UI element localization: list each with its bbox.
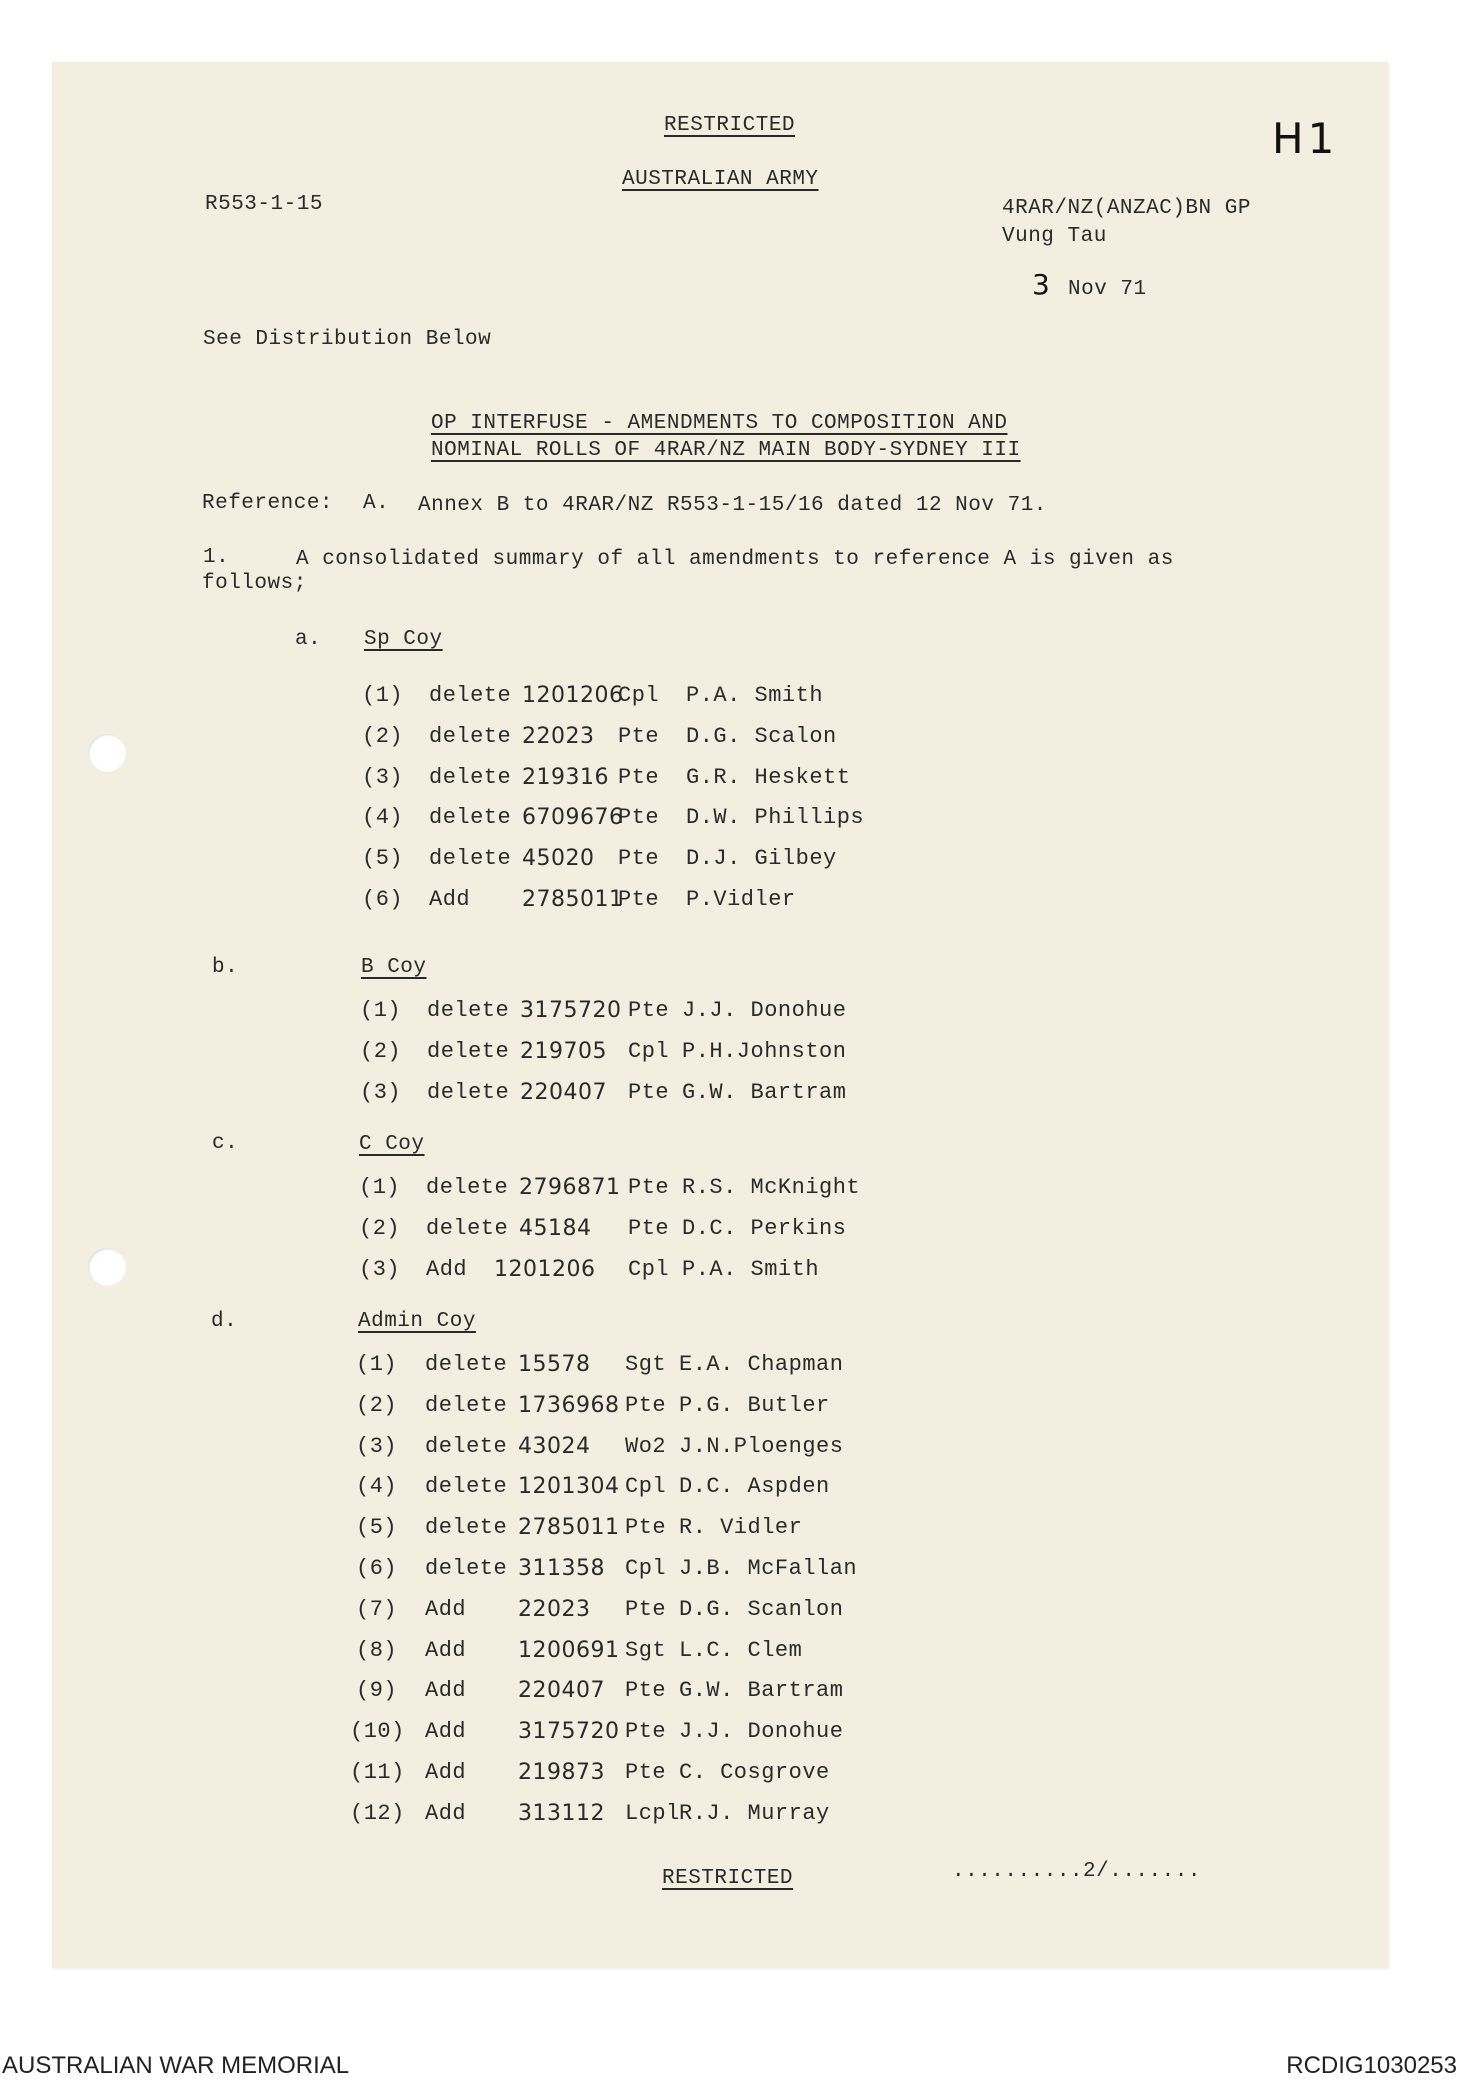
entry-rank: Pte [628,1080,670,1105]
entry-index: (4) [362,805,404,830]
entry-action: Add [425,1638,467,1663]
entry-index: (9) [356,1678,398,1703]
entry-rank: Pte [625,1678,667,1703]
section-title: Admin Coy [358,1310,476,1333]
entry-name: J.J. Donohue [682,998,847,1023]
entry-service-number: 43024 [518,1434,591,1459]
entry-rank: Pte [625,1515,667,1540]
entry-rank: Cpl [625,1474,667,1499]
entry-service-number: 1736968 [518,1393,620,1418]
entry-name: G.R. Heskett [686,765,851,790]
entry-rank: Pte [618,724,660,749]
entry-service-number: 1201304 [518,1474,620,1499]
entry-name: C. Cosgrove [679,1760,830,1785]
entry-name: R.S. McKnight [682,1175,861,1200]
entry-rank: Lcpl [625,1801,680,1826]
reference-label: Reference: [202,492,334,515]
subject-line-1: OP INTERFUSE - AMENDMENTS TO COMPOSITION AND [431,412,1008,435]
entry-rank: Cpl [618,683,660,708]
entry-rank: Cpl [625,1556,667,1581]
list-item [359,1175,919,1205]
entry-action: delete [425,1434,508,1459]
entry-index: (6) [356,1556,398,1581]
entry-rank: Pte [618,846,660,871]
list-item [362,887,922,917]
section-letter: d. [211,1310,238,1333]
section-title: C Coy [359,1133,425,1156]
entry-name: P.A. Smith [682,1257,820,1282]
entry-index: (3) [360,1080,402,1105]
entry-service-number: 45184 [519,1216,592,1241]
entry-service-number: 45020 [522,846,595,871]
entry-action: delete [427,1080,510,1105]
entry-index: (2) [362,724,404,749]
entry-action: delete [429,846,512,871]
entry-service-number: 220407 [518,1678,605,1703]
list-item [356,1638,916,1668]
entry-name: P.Vidler [686,887,796,912]
list-item [362,846,922,876]
entry-rank: Pte [618,805,660,830]
entry-service-number: 1201206 [494,1257,596,1282]
entry-name: D.W. Phillips [686,805,865,830]
list-item [362,683,922,713]
entry-name: R. Vidler [679,1515,803,1540]
location: Vung Tau [1002,225,1107,248]
entry-service-number: 2785011 [518,1515,620,1540]
entry-rank: Pte [625,1719,667,1744]
org-title: AUSTRALIAN ARMY [622,168,819,191]
punch-hole-top [88,734,126,772]
entry-name: D.J. Gilbey [686,846,837,871]
entry-action: delete [425,1556,508,1581]
entry-rank: Cpl [628,1257,670,1282]
entry-action: Add [425,1719,467,1744]
entry-name: L.C. Clem [679,1638,803,1663]
entry-service-number: 1201206 [522,683,624,708]
archive-id: RCDIG1030253 [1286,2052,1457,2079]
reference-text: Annex B to 4RAR/NZ R553-1-15/16 dated 12 Nov 71. [418,494,1047,517]
entry-action: Add [429,887,471,912]
entry-service-number: 15578 [518,1352,591,1377]
entry-name: D.G. Scanlon [679,1597,844,1622]
list-item [350,1760,916,1790]
entry-service-number: 311358 [518,1556,605,1581]
entry-rank: Sgt [625,1638,667,1663]
entry-name: D.G. Scalon [686,724,837,749]
entry-index: (4) [356,1474,398,1499]
entry-name: P.A. Smith [686,683,824,708]
entry-action: delete [427,998,510,1023]
entry-action: delete [425,1393,508,1418]
list-item [360,998,920,1028]
section-letter: b. [212,956,239,979]
entry-service-number: 3175720 [518,1719,620,1744]
entry-action: delete [429,683,512,708]
entry-service-number: 2785011 [522,887,624,912]
entry-index: (12) [350,1801,405,1826]
entry-rank: Pte [618,887,660,912]
entry-rank: Pte [625,1597,667,1622]
section-letter: c. [212,1132,239,1155]
entry-rank: Pte [628,1175,670,1200]
list-item [360,1039,920,1069]
continuation-marker: ..........2/....... [952,1860,1201,1883]
list-item [362,724,922,754]
entry-index: (3) [362,765,404,790]
entry-rank: Pte [628,998,670,1023]
list-item [356,1352,916,1382]
entry-service-number: 22023 [518,1597,591,1622]
list-item [359,1216,919,1246]
entry-name: J.N.Ploenges [679,1434,844,1459]
entry-service-number: 219873 [518,1760,605,1785]
list-item [356,1515,916,1545]
entry-name: D.C. Aspden [679,1474,830,1499]
entry-index: (1) [362,683,404,708]
entry-index: (11) [350,1760,405,1785]
entry-index: (3) [359,1257,401,1282]
entry-service-number: 6709676 [522,805,624,830]
section-title: Sp Coy [364,628,443,651]
entry-index: (10) [350,1719,405,1744]
entry-service-number: 220407 [520,1080,607,1105]
entry-action: delete [429,724,512,749]
list-item [359,1257,919,1287]
entry-name: J.B. McFallan [679,1556,858,1581]
list-item [356,1556,916,1586]
para-line-2: follows; [202,572,307,595]
entry-index: (3) [356,1434,398,1459]
entry-name: J.J. Donohue [679,1719,844,1744]
list-item [356,1678,916,1708]
list-item [350,1801,916,1831]
entry-index: (1) [356,1352,398,1377]
entry-action: Add [425,1597,467,1622]
entry-service-number: 2796871 [519,1175,621,1200]
entry-name: E.A. Chapman [679,1352,844,1377]
entry-action: Add [425,1678,467,1703]
entry-name: G.W. Bartram [682,1080,847,1105]
entry-name: P.H.Johnston [682,1039,847,1064]
entry-action: Add [425,1801,467,1826]
entry-rank: Pte [625,1760,667,1785]
entry-service-number: 219316 [522,765,609,790]
entry-name: D.C. Perkins [682,1216,847,1241]
entry-name: R.J. Murray [679,1801,830,1826]
entry-index: (2) [360,1039,402,1064]
file-reference: R553-1-15 [205,193,323,216]
entry-service-number: 3175720 [520,998,622,1023]
entry-index: (8) [356,1638,398,1663]
entry-service-number: 219705 [520,1039,607,1064]
list-item [356,1434,916,1464]
entry-rank: Sgt [625,1352,667,1377]
list-item [362,805,922,835]
entry-action: delete [426,1175,509,1200]
subject-line-2: NOMINAL ROLLS OF 4RAR/NZ MAIN BODY-SYDNEY III [431,439,1021,462]
entry-action: Add [425,1760,467,1785]
classification-top: RESTRICTED [664,114,796,137]
distribution: See Distribution Below [203,328,492,351]
para-line-1: A consolidated summary of all amendments to reference A is given as [296,548,1174,571]
entry-service-number: 1200691 [518,1638,620,1663]
entry-action: delete [429,805,512,830]
entry-index: (5) [362,846,404,871]
archive-credit: AUSTRALIAN WAR MEMORIAL [2,2052,350,2079]
entry-rank: Pte [618,765,660,790]
entry-action: delete [425,1474,508,1499]
list-item [356,1393,916,1423]
classification-bottom: RESTRICTED [662,1867,794,1890]
list-item [356,1597,916,1627]
unit-name: 4RAR/NZ(ANZAC)BN GP [1002,197,1251,220]
entry-name: P.G. Butler [679,1393,830,1418]
list-item [350,1719,916,1749]
entry-index: (5) [356,1515,398,1540]
date-rest: Nov 71 [1068,278,1147,301]
entry-name: G.W. Bartram [679,1678,844,1703]
entry-action: Add [426,1257,468,1282]
date-day-handwritten: 3 [1032,268,1050,301]
entry-action: delete [425,1515,508,1540]
entry-action: delete [425,1352,508,1377]
entry-action: delete [426,1216,509,1241]
entry-action: delete [429,765,512,790]
entry-index: (1) [359,1175,401,1200]
reference-letter: A. [363,492,390,515]
entry-rank: Cpl [628,1039,670,1064]
entry-action: delete [427,1039,510,1064]
handwritten-mark: H1 [1272,114,1339,163]
entry-service-number: 313112 [518,1801,605,1826]
list-item [356,1474,916,1504]
entry-index: (7) [356,1597,398,1622]
entry-rank: Pte [625,1393,667,1418]
list-item [362,765,922,795]
entry-service-number: 22023 [522,724,595,749]
para-number: 1. [203,546,230,569]
section-title: B Coy [361,956,427,979]
entry-index: (1) [360,998,402,1023]
section-letter: a. [295,628,322,651]
entry-rank: Pte [628,1216,670,1241]
entry-index: (2) [356,1393,398,1418]
entry-index: (6) [362,887,404,912]
list-item [360,1080,920,1110]
punch-hole-bottom [88,1248,126,1286]
entry-index: (2) [359,1216,401,1241]
entry-rank: Wo2 [625,1434,667,1459]
